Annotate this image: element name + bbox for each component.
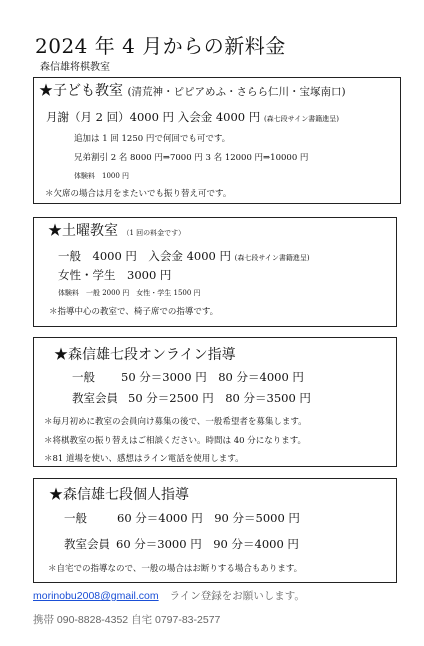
personal-heading: ★森信雄七段個人指導 — [49, 487, 189, 503]
saturday-general-row — [58, 248, 310, 264]
personal-note: ＊自宅での指導なので、一般の場合はお断りする場合もあります。 — [48, 564, 303, 574]
personal-member-row — [64, 536, 299, 552]
online-note-81dojo: ＊81 道場を使い、感想はライン電話を使用します。 — [44, 454, 244, 464]
saturday-general-note: (森七段サイン書籍進呈) — [234, 254, 310, 262]
personal-general-label: 一般 — [64, 511, 87, 525]
online-note-recruitment: ＊毎月初めに教室の会員向け募集の後で、一般希望者を募集します。 — [44, 417, 307, 427]
kids-class-heading: ★子ども教室 — [39, 83, 123, 99]
contact-email-link[interactable]: morinobu2008@gmail.com — [33, 590, 159, 602]
saturday-class-section — [33, 217, 397, 327]
saturday-heading: ★土曜教室 — [48, 223, 118, 239]
online-general-row — [72, 369, 304, 385]
saturday-women-fee: 女性・学生 3000 円 — [58, 268, 172, 282]
kids-fee-note: (森七段サイン書籍進呈) — [263, 115, 339, 123]
online-note-transfer: ＊将棋教室の振り替えはご相談ください。時間は 40 分になります。 — [44, 436, 307, 446]
saturday-general-fee: 一般 4000 円 入会金 4000 円 — [58, 249, 231, 263]
saturday-note: ＊指導中心の教室で、椅子席での指導です。 — [49, 307, 219, 317]
kids-class-heading-row — [39, 80, 346, 100]
contact-line-note: ライン登録をお願いします。 — [169, 590, 305, 602]
contact-email-row — [33, 588, 305, 603]
online-general-price: 50 分＝3000 円 80 分＝4000 円 — [121, 370, 304, 384]
kids-trial-fee: 体験料 1000 円 — [74, 172, 130, 180]
kids-fee: 月謝（月 2 回）4000 円 入会金 4000 円 — [46, 110, 261, 124]
saturday-heading-note: （1 回の料金です） — [122, 229, 186, 237]
personal-lesson-section — [33, 478, 397, 583]
personal-general-row — [64, 510, 300, 526]
saturday-heading-row — [48, 220, 185, 240]
personal-member-price: 60 分＝3000 円 90 分＝4000 円 — [116, 537, 299, 551]
personal-general-price: 60 分＝4000 円 90 分＝5000 円 — [117, 511, 300, 525]
page-title: 2024 年 4 月からの新料金 — [35, 34, 286, 58]
online-lesson-section — [33, 337, 397, 467]
kids-extra: 追加は 1 回 1250 円で何回でも可です。 — [74, 134, 231, 144]
kids-class-locations: (清荒神・ピピアめふ・さらら仁川・宝塚南口) — [127, 86, 346, 98]
kids-class-section — [33, 77, 401, 204]
personal-member-label: 教室会員 — [64, 537, 110, 551]
page-subtitle: 森信雄将棋教室 — [40, 62, 110, 73]
contact-phone: 携帯 090-8828-4352 自宅 0797-83-2577 — [33, 614, 221, 626]
kids-absence-note: ＊欠席の場合は月をまたいでも振り替え可です。 — [45, 189, 232, 199]
online-general-label: 一般 — [72, 370, 95, 384]
saturday-trial-fee: 体験料 一般 2000 円 女性・学生 1500 円 — [58, 289, 201, 297]
kids-sibling-discount: 兄弟割引 2 名 8000 円⇒7000 円 3 名 12000 円⇒10000 円 — [74, 153, 309, 163]
online-heading: ★森信雄七段オンライン指導 — [54, 347, 236, 363]
online-member-row — [72, 390, 311, 406]
online-member-price: 50 分＝2500 円 80 分＝3500 円 — [128, 391, 311, 405]
kids-fee-row — [46, 109, 339, 125]
online-member-label: 教室会員 — [72, 391, 118, 405]
